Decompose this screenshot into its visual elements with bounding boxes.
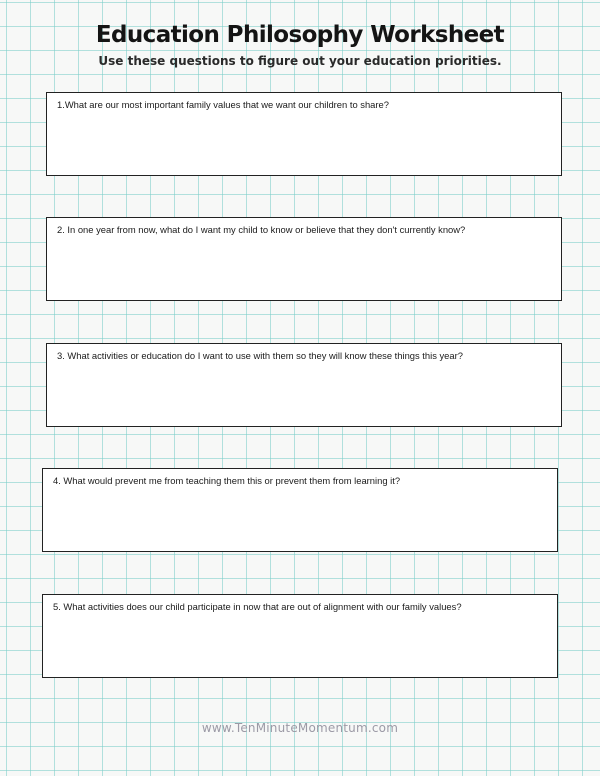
question-5-text: 5. What activities does our child participate in now that are out of alignment with our family values?: [53, 601, 462, 612]
question-5-answer-box[interactable]: [42, 594, 558, 678]
question-3-answer-box[interactable]: [46, 343, 562, 427]
footer-website: www.TenMinuteMomentum.com: [201, 721, 399, 735]
question-1-text: 1.What are our most important family values that we want our children to share?: [57, 99, 389, 110]
worksheet-subtitle: Use these questions to figure out your education priorities.: [98, 54, 502, 68]
question-4-text: 4. What would prevent me from teaching them this or prevent them from learning it?: [53, 475, 401, 486]
question-2-answer-box[interactable]: [46, 217, 562, 301]
question-3-text: 3. What activities or education do I want to use with them so they will know these things this year?: [57, 350, 463, 361]
worksheet-title: Education Philosophy Worksheet: [95, 22, 505, 48]
question-1-answer-box[interactable]: [46, 92, 562, 176]
question-2-text: 2. In one year from now, what do I want my child to know or believe that they don't currently know?: [57, 224, 466, 235]
question-4-answer-box[interactable]: [42, 468, 558, 552]
